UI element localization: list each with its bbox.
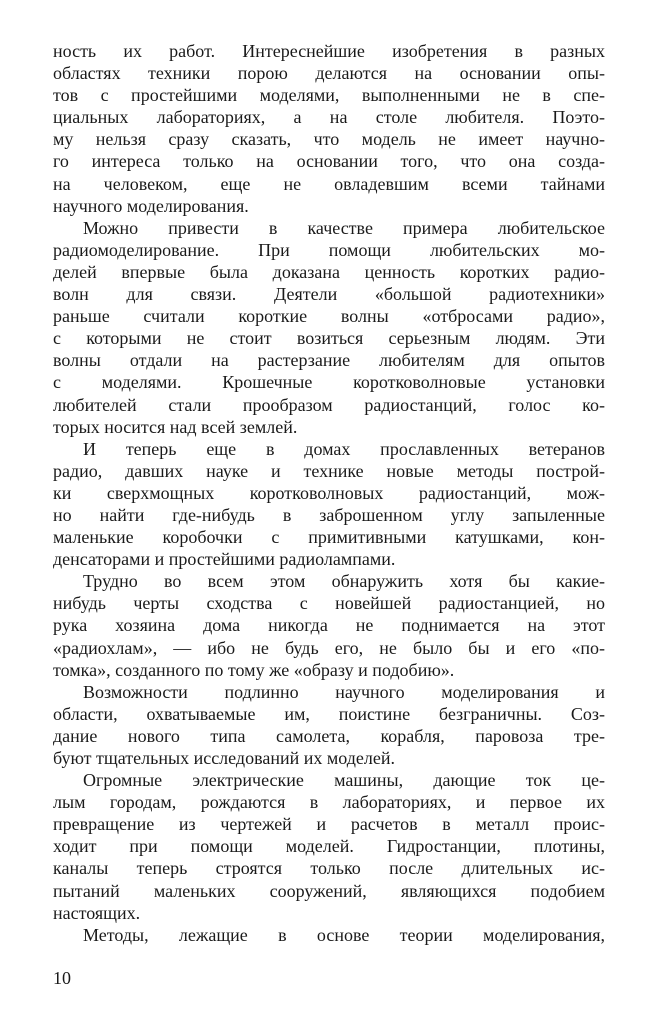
text-line: нибудь черты сходства с новейшей радиостанцией, но	[53, 593, 605, 614]
paragraph	[53, 769, 605, 924]
text-line: области, охватываемые им, поистине безграничны. Соз-	[53, 703, 605, 724]
text-line: радио, давших науке и технике новые методы построй-	[53, 460, 605, 481]
text-line: на человеком, еще не овладевшим всеми тайнами	[53, 173, 605, 194]
paragraph	[53, 40, 605, 217]
text-line: му нельзя сразу сказать, что модель не имеет научно-	[53, 129, 605, 150]
text-line: Методы, лежащие в основе теории моделирования,	[83, 924, 605, 945]
text-line: настоящих.	[53, 902, 141, 923]
text-line: делей впервые была доказана ценность коротких радио-	[53, 261, 605, 282]
text-line: Можно привести в качестве примера любительское	[83, 217, 605, 238]
paragraph	[53, 438, 605, 571]
text-line: ность их работ. Интереснейшие изобретения в разных	[53, 41, 605, 61]
paragraph	[53, 924, 605, 946]
text-line: раньше считали короткие волны «отбросами радио»,	[53, 306, 605, 327]
text-line: рука хозяина дома никогда не поднимается на этот	[53, 615, 605, 636]
text-line: буют тщательных исследований их моделей.	[53, 748, 395, 768]
text-line: ки сверхмощных коротковолновых радиостанций, мож-	[53, 482, 605, 503]
text-line: Трудно во всем этом обнаружить хотя бы какие-	[83, 571, 605, 592]
text-line: Огромные электрические машины, дающие ток це-	[83, 770, 605, 791]
text-line: пытаний маленьких сооружений, являющихся подобием	[53, 880, 605, 901]
page-number: 10	[53, 968, 71, 988]
paragraph	[53, 681, 605, 769]
text-line: ходит при помощи моделей. Гидростанции, плотины,	[53, 836, 605, 857]
text-line: любителей стали прообразом радиостанций, голос ко-	[53, 394, 605, 415]
text-line: радиомоделирование. При помощи любительских мо-	[53, 239, 605, 260]
text-line: циальных лабораториях, а на столе любителя. Поэто-	[53, 107, 605, 128]
text-line: денсаторами и простейшими радиолампами.	[53, 549, 396, 570]
text-line: лым городам, рождаются в лабораториях, и первое их	[53, 792, 605, 813]
text-line: областях техники порою делаются на основании опы-	[53, 63, 605, 84]
text-line: каналы теперь строятся только после длительных ис-	[53, 858, 605, 879]
text-line: волны отдали на растерзание любителям для опытов	[53, 350, 605, 371]
text-line: маленькие коробочки с примитивными катушками, кон-	[53, 527, 605, 548]
text-line: с моделями. Крошечные коротковолновые установки	[53, 372, 605, 393]
text-line: И теперь еще в домах прославленных ветеранов	[83, 438, 605, 459]
text-line: превращение из чертежей и расчетов в металл проис-	[53, 814, 605, 835]
text-line: «радиохлам», — ибо не будь его, не было бы и его «по-	[53, 637, 605, 658]
paragraph	[53, 570, 605, 680]
text-line: томка», созданного по тому же «образу и подобию».	[53, 659, 455, 680]
body-text	[53, 40, 605, 946]
text-line: Возможности подлинно научного моделирования и	[83, 681, 605, 702]
text-line: с которыми не стоит возиться серьезным людям. Эти	[53, 328, 605, 349]
text-line: волн для связи. Деятели «большой радиотехники»	[53, 284, 605, 305]
text-line: торых носится над всей землей.	[53, 416, 298, 437]
paragraph	[53, 217, 605, 438]
text-line: тов с простейшими моделями, выполненными не в спе-	[53, 85, 605, 106]
text-line: но найти где-нибудь в заброшенном углу запыленные	[53, 504, 605, 525]
text-line: научного моделирования.	[53, 195, 249, 216]
text-line: го интереса только на основании того, что она созда-	[53, 151, 605, 172]
text-line: дание нового типа самолета, корабля, паровоза тре-	[53, 725, 605, 746]
